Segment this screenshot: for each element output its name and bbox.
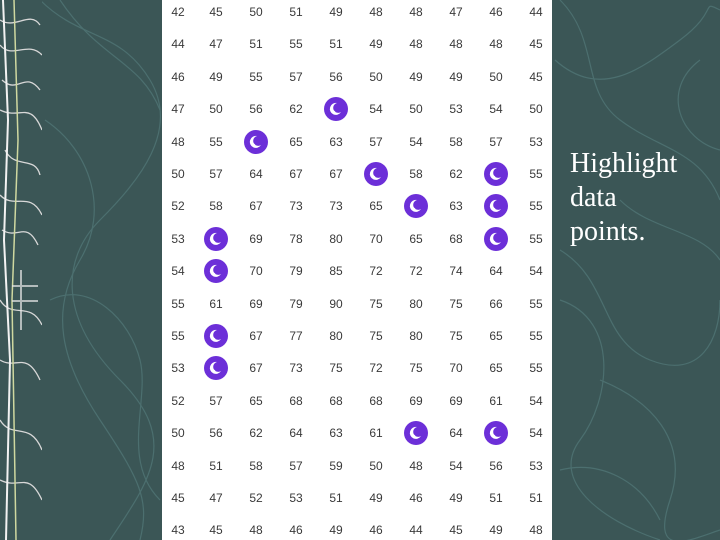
grid-cell: 77 (289, 329, 303, 343)
grid-cell: 68 (289, 393, 303, 408)
grid-cell: 50 (529, 102, 543, 117)
grid-cell: 49 (329, 5, 343, 19)
grid-cell: 80 (409, 296, 423, 311)
moon-icon (204, 356, 228, 380)
grid-cell: 46 (489, 5, 503, 19)
grid-cell: 53 (529, 458, 543, 473)
grid-cell: 46 (289, 523, 303, 538)
grid-cell: 54 (409, 134, 423, 149)
grid-cell: 45 (209, 5, 223, 19)
grid-cell: 54 (171, 264, 185, 279)
grid-cell: 67 (249, 361, 263, 376)
grid-cell: 62 (249, 426, 263, 441)
grid-cell: 54 (529, 393, 543, 408)
grid-cell: 55 (289, 37, 303, 52)
grid-cell: 57 (489, 134, 503, 149)
grid-cell: 50 (369, 458, 383, 473)
grid-cell: 44 (529, 5, 543, 19)
grid-cell: 55 (529, 167, 543, 181)
grid-cell: 72 (369, 264, 383, 279)
grid-cell: 65 (369, 199, 383, 214)
grid-cell: 53 (171, 361, 185, 376)
moon-icon (484, 421, 508, 445)
grid-cell: 42 (171, 5, 185, 19)
grid-cell: 61 (489, 393, 503, 408)
grid-cell: 52 (171, 393, 185, 408)
grid-cell: 58 (209, 199, 223, 214)
grid-cell: 58 (449, 134, 463, 149)
grid-cell: 67 (289, 167, 303, 181)
grid-cell: 59 (329, 458, 343, 473)
grid-cell: 44 (409, 523, 423, 538)
grid-cell: 50 (171, 426, 185, 441)
grid-cell: 45 (449, 523, 463, 538)
grid-cell: 54 (529, 426, 543, 441)
grid-cell: 56 (489, 458, 503, 473)
grid-cell: 57 (209, 167, 223, 181)
moon-icon (404, 421, 428, 445)
grid-cell: 67 (249, 199, 263, 214)
grid-cell: 53 (529, 134, 543, 149)
grid-cell: 72 (409, 264, 423, 279)
grid-cell: 51 (529, 491, 543, 505)
grid-cell: 48 (489, 37, 503, 52)
grid-cell: 49 (489, 523, 503, 538)
grid-cell: 70 (369, 231, 383, 246)
grid-cell: 80 (409, 329, 423, 343)
grid-cell: 55 (529, 361, 543, 376)
grid-cell: 52 (171, 199, 185, 214)
grid-cell: 47 (209, 491, 223, 505)
grid-cell: 57 (369, 134, 383, 149)
moon-icon (364, 162, 388, 186)
grid-cell: 61 (209, 296, 223, 311)
grid-cell: 80 (329, 231, 343, 246)
grid-cell: 45 (209, 523, 223, 538)
grid-cell: 75 (449, 329, 463, 343)
grid-cell: 55 (529, 296, 543, 311)
grid-cell: 53 (171, 231, 185, 246)
moon-icon (204, 227, 228, 251)
grid-cell: 48 (529, 523, 543, 538)
grid-cell: 75 (369, 329, 383, 343)
grid-cell: 50 (171, 167, 185, 181)
grid-cell: 68 (369, 393, 383, 408)
grid-cell: 55 (529, 329, 543, 343)
grid-cell: 55 (529, 199, 543, 214)
grid-cell: 56 (209, 426, 223, 441)
grid-cell: 54 (449, 458, 463, 473)
grid-cell: 48 (171, 134, 185, 149)
grid-cell: 51 (329, 37, 343, 52)
grid-cell: 73 (289, 361, 303, 376)
grid-cell: 49 (369, 491, 383, 505)
map-strip-image (0, 0, 42, 540)
grid-cell: 50 (369, 69, 383, 84)
grid-cell: 65 (289, 134, 303, 149)
grid-cell: 57 (209, 393, 223, 408)
grid-cell: 46 (409, 491, 423, 505)
grid-cell: 85 (329, 264, 343, 279)
grid-cell: 68 (329, 393, 343, 408)
grid-cell: 69 (409, 393, 423, 408)
grid-cell: 63 (329, 134, 343, 149)
grid-cell: 48 (249, 523, 263, 538)
grid-cell: 65 (489, 329, 503, 343)
grid-cell: 50 (209, 102, 223, 117)
grid-cell: 64 (489, 264, 503, 279)
caption-line-1: Highlight (570, 148, 678, 179)
grid-cell: 75 (329, 361, 343, 376)
grid-cell: 73 (289, 199, 303, 214)
moon-icon (404, 194, 428, 218)
grid-cell: 75 (449, 296, 463, 311)
grid-cell: 51 (289, 5, 303, 19)
grid-cell: 62 (289, 102, 303, 117)
grid-cell: 45 (529, 37, 543, 52)
grid-cell: 50 (249, 5, 263, 19)
grid-cell: 55 (171, 296, 185, 311)
grid-cell: 79 (289, 264, 303, 279)
caption-line-2: data (570, 182, 617, 213)
grid-cell: 49 (409, 69, 423, 84)
moon-icon (484, 194, 508, 218)
grid-cell: 65 (249, 393, 263, 408)
grid-cell: 68 (449, 231, 463, 246)
grid-cell: 74 (449, 264, 463, 279)
moon-icon (484, 227, 508, 251)
grid-cell: 64 (289, 426, 303, 441)
caption-line-3: points. (570, 216, 646, 247)
grid-cell: 64 (249, 167, 263, 181)
grid-cell: 49 (329, 523, 343, 538)
grid-cell: 48 (409, 5, 423, 19)
grid-cell: 51 (329, 491, 343, 505)
moon-icon (324, 97, 348, 121)
grid-cell: 48 (369, 5, 383, 19)
data-grid-panel (162, 0, 552, 540)
grid-cell: 57 (289, 458, 303, 473)
grid-cell: 48 (409, 458, 423, 473)
grid-cell: 79 (289, 296, 303, 311)
grid-cell: 45 (529, 69, 543, 84)
grid-cell: 57 (289, 69, 303, 84)
grid-cell: 54 (529, 264, 543, 279)
grid-cell: 44 (171, 37, 185, 52)
grid-cell: 69 (249, 296, 263, 311)
grid-cell: 52 (249, 491, 263, 505)
grid-cell: 67 (329, 167, 343, 181)
grid-cell: 48 (449, 37, 463, 52)
grid-cell: 48 (171, 458, 185, 473)
grid-cell: 67 (249, 329, 263, 343)
grid-cell: 62 (449, 167, 463, 181)
moon-icon (244, 130, 268, 154)
grid-cell: 58 (249, 458, 263, 473)
grid-cell: 50 (489, 69, 503, 84)
grid-cell: 45 (171, 491, 185, 505)
grid-cell: 49 (449, 491, 463, 505)
grid-cell: 49 (369, 37, 383, 52)
moon-icon (204, 324, 228, 348)
grid-cell: 61 (369, 426, 383, 441)
grid-cell: 58 (409, 167, 423, 181)
grid-cell: 49 (449, 69, 463, 84)
grid-cell: 55 (529, 231, 543, 246)
grid-cell: 64 (449, 426, 463, 441)
grid-cell: 69 (249, 231, 263, 246)
caption (570, 147, 720, 249)
grid-cell: 50 (409, 102, 423, 117)
grid-cell: 47 (449, 5, 463, 19)
grid-cell: 63 (329, 426, 343, 441)
grid-cell: 46 (171, 69, 185, 84)
grid-cell: 56 (249, 102, 263, 117)
grid-cell: 66 (489, 296, 503, 311)
grid-cell: 80 (329, 329, 343, 343)
grid-cell: 47 (171, 102, 185, 117)
grid-cell: 51 (209, 458, 223, 473)
grid-cell: 53 (289, 491, 303, 505)
grid-cell: 51 (249, 37, 263, 52)
grid-cell: 70 (449, 361, 463, 376)
grid-cell: 63 (449, 199, 463, 214)
grid-cell: 65 (489, 361, 503, 376)
grid-cell: 69 (449, 393, 463, 408)
grid-cell: 48 (409, 37, 423, 52)
grid-cell: 75 (369, 296, 383, 311)
grid-cell: 49 (209, 69, 223, 84)
grid-cell: 55 (209, 134, 223, 149)
grid-cell: 55 (249, 69, 263, 84)
grid-cell: 55 (171, 329, 185, 343)
grid-cell: 75 (409, 361, 423, 376)
grid-cell: 46 (369, 523, 383, 538)
moon-icon (204, 259, 228, 283)
grid-cell: 43 (171, 523, 185, 538)
grid-cell: 56 (329, 69, 343, 84)
grid-cell: 72 (369, 361, 383, 376)
moon-icon (484, 162, 508, 186)
grid-cell: 78 (289, 231, 303, 246)
grid-cell: 54 (369, 102, 383, 117)
grid-cell: 47 (209, 37, 223, 52)
grid-cell: 54 (489, 102, 503, 117)
grid-cell: 53 (449, 102, 463, 117)
grid-cell: 90 (329, 296, 343, 311)
grid-cell: 51 (489, 491, 503, 505)
grid-cell: 65 (409, 231, 423, 246)
grid-cell: 73 (329, 199, 343, 214)
grid-cell: 70 (249, 264, 263, 279)
